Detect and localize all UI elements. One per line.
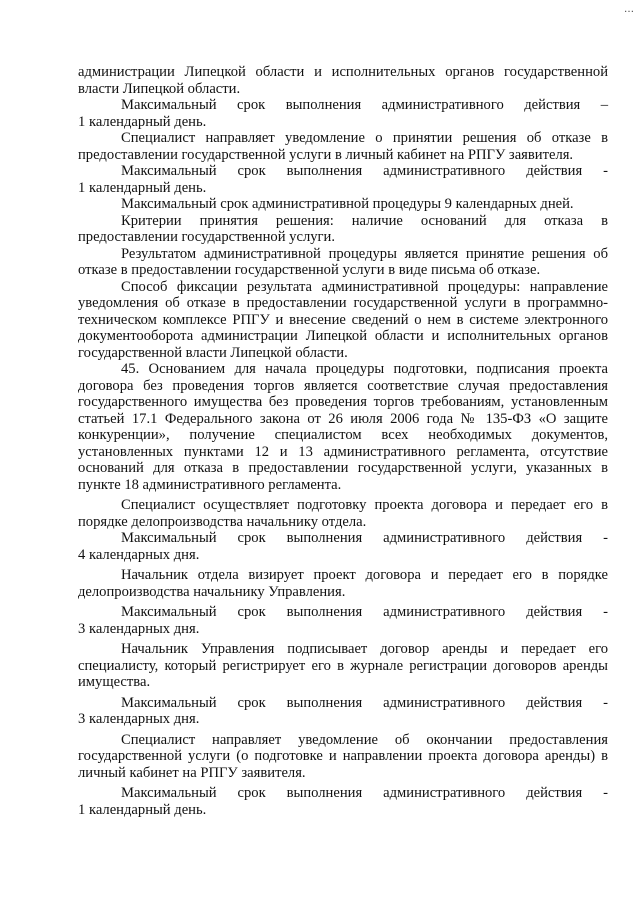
word: выполнения — [286, 163, 363, 179]
word: - — [603, 530, 608, 546]
word: срок — [237, 163, 266, 179]
word: - — [603, 694, 608, 711]
max-term-row — [78, 97, 608, 114]
word: действия — [526, 163, 583, 179]
paragraph: Начальник отдела визирует проект договора и передает его в порядке делопроизводства начальнику Управления. — [78, 567, 608, 600]
max-term-value: 3 календарных дня. — [78, 620, 200, 637]
paragraph: Результатом административной процедуры является принятие решения об отказе в предоставлении государственной услуги в виде письма об отказе. — [78, 245, 608, 278]
word: административного — [383, 604, 506, 620]
word: выполнения — [286, 785, 363, 801]
paragraph: Критерии принятия решения: наличие оснований для отказа в предоставлении государственной услуги. — [78, 212, 608, 245]
max-term-row — [78, 163, 608, 180]
paragraph: Специалист направляет уведомление о принятии решения об отказе в предоставлении государственной услуги в личный кабинет на РПГУ заявителя. — [78, 130, 608, 163]
word: Максимальный — [121, 163, 217, 179]
max-term-value: 1 календарный день. — [78, 179, 207, 196]
word: выполнения — [286, 694, 363, 711]
max-term-value: 3 календарных дня. — [78, 711, 200, 727]
paragraph-continuation: администрации Липецкой области и исполнительных органов государственной власти Липецкой области. — [78, 64, 608, 97]
word: Максимальный — [121, 694, 217, 711]
word: Максимальный — [121, 97, 217, 113]
word: действия — [526, 604, 583, 620]
word: Максимальный — [121, 785, 217, 801]
word: срок — [237, 785, 266, 801]
document-body — [78, 64, 608, 818]
word: действия — [524, 97, 581, 113]
paragraph: Способ фиксации результата административной процедуры: направление уведомления об отказе в предоставлении государственной услуги в программно-техническом комплексе РПГУ и внесение сведений о нем в системе электронного документооборота администрации Липецкой области и исполнительных органов государственной власти Липецкой области. — [78, 278, 608, 361]
word: выполнения — [285, 97, 362, 113]
word: - — [603, 785, 608, 801]
word: срок — [237, 604, 266, 620]
word: административного — [383, 163, 506, 179]
word: действия — [526, 785, 583, 801]
max-term-value: 4 календарных дня. — [78, 546, 200, 563]
word: Максимальный — [121, 604, 217, 620]
word: действия — [526, 530, 583, 546]
word: срок — [237, 530, 266, 546]
paragraph: Специалист направляет уведомление об окончании предоставления государственной услуги (о подготовке и направлении проекта договора аренды) в личный кабинет на РПГУ заявителя. — [78, 731, 608, 781]
word: - — [603, 163, 608, 179]
paragraph: Специалист осуществляет подготовку проекта договора и передает его в порядке делопроизводства начальнику отдела. — [78, 497, 608, 530]
max-term-value: 1 календарный день. — [78, 801, 207, 818]
word: административного — [383, 530, 506, 546]
word: выполнения — [286, 604, 363, 620]
paragraph: Начальник Управления подписывает договор аренды и передает его специалисту, который регистрирует его в журнале регистрации договоров аренды имущества. — [78, 641, 608, 690]
word: срок — [237, 694, 266, 711]
word: действия — [526, 694, 583, 711]
paragraph-clause-45: 45. Основанием для начала процедуры подготовки, подписания проекта договора без проведения торгов является соответствие случая предоставления государственного имущества без проведения торгов требованиям, установленным статьей 17.1 Федерального закона от 26 июля 2006 года № 135-ФЗ «О защите конкуренции», получение специалистом всех необходимых документов, установленных пунктами 12 и 13 административного регламента, отсутствие оснований для отказа в предоставлении государственной услуги, указанных в пункте 18 административного регламента. — [78, 361, 608, 493]
word: Максимальный — [121, 530, 217, 546]
max-term-row — [78, 785, 608, 802]
corner-mark: … — [624, 4, 634, 15]
word: административного — [383, 785, 506, 801]
word: - — [603, 604, 608, 620]
max-term-value: 1 календарный день. — [78, 113, 207, 130]
word: срок — [237, 97, 266, 113]
word: выполнения — [286, 530, 363, 546]
max-term-row — [78, 604, 608, 621]
max-term-row — [78, 530, 608, 547]
max-term-row — [78, 695, 608, 712]
word: административного — [383, 694, 506, 711]
word: – — [600, 97, 608, 113]
word: административного — [381, 97, 504, 113]
paragraph: Максимальный срок административной процедуры 9 календарных дней. — [121, 196, 574, 212]
